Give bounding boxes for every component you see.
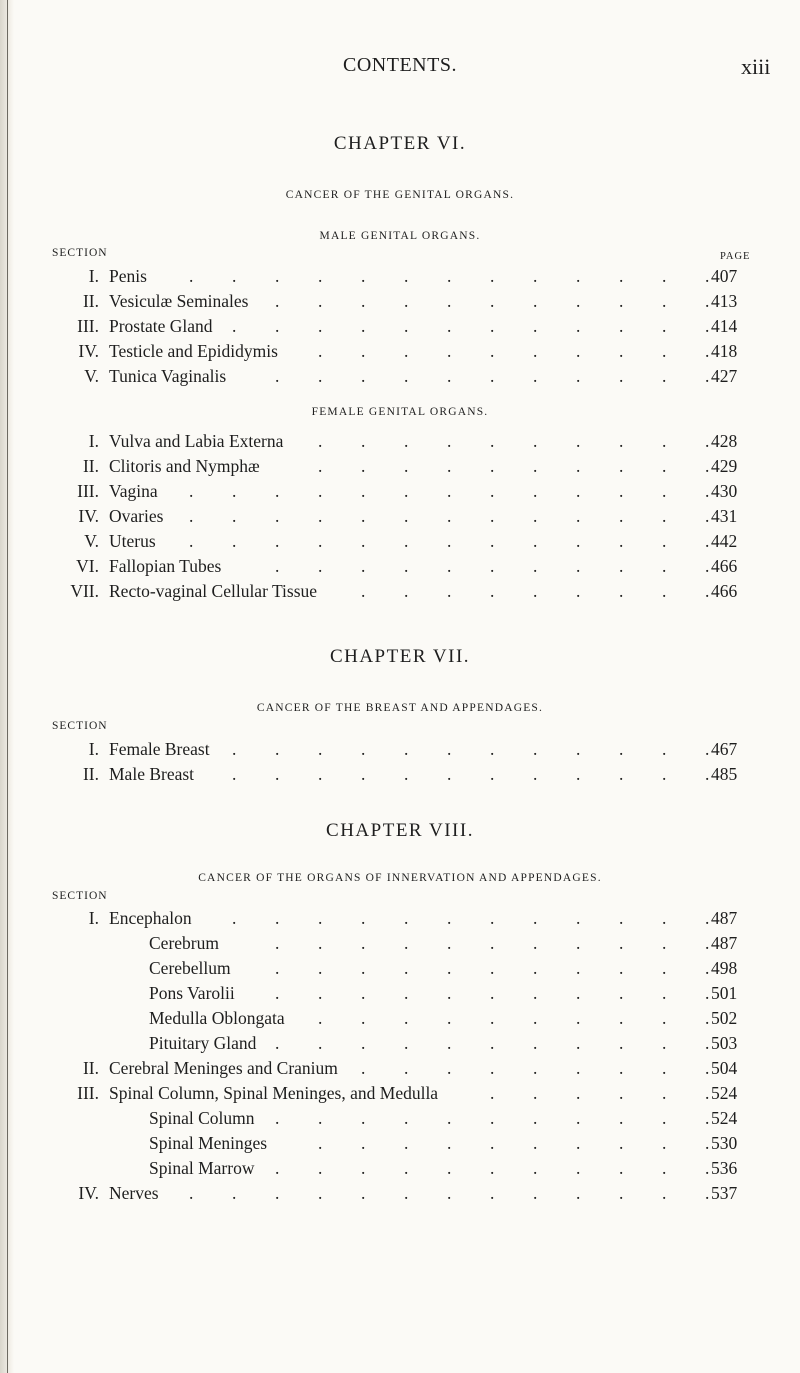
toc-entry: III. Spinal Column, Spinal Meninges, and Medulla 524 . . . . . . <box>0 1081 800 1105</box>
toc-entry: I. Encephalon 487 . . . . . . . . . . . . <box>0 906 800 930</box>
leader-dots: . . . . . . . . . . <box>318 341 710 361</box>
toc-entry: III. Vagina 430 . . . . . . . . . . . . . <box>0 479 800 503</box>
leader-dots: . . . . . . <box>490 1083 710 1103</box>
toc-entry: I. Penis 407 . . . . . . . . . . . . . <box>0 264 800 288</box>
leader-dots: . . . . . . . . . . . <box>275 958 710 978</box>
toc-entry: Medulla Oblongata 502 . . . . . . . . . . <box>0 1006 800 1030</box>
toc-entry: IV. Nerves 537 . . . . . . . . . . . . . <box>0 1181 800 1205</box>
chapter-subtitle: CANCER OF THE ORGANS OF INNERVATION AND APPENDAGES. <box>198 872 602 884</box>
toc-entry: V. Tunica Vaginalis 427 . . . . . . . . . . . <box>0 364 800 388</box>
toc-entry: Cerebrum 487 . . . . . . . . . . . <box>0 931 800 955</box>
toc-entry: VI. Fallopian Tubes 466 . . . . . . . . . . . <box>0 554 800 578</box>
leader-dots: . . . . . . . . . . . <box>275 1158 710 1178</box>
chapter-heading: CHAPTER VI. <box>333 133 467 154</box>
chapter-heading: CHAPTER VIII. <box>326 820 474 841</box>
toc-entry: II. Clitoris and Nymphæ 429 . . . . . . . . . . <box>0 454 800 478</box>
section-label: SECTION <box>52 890 108 902</box>
toc-entry: I. Vulva and Labia Externa 428 . . . . . . . . . . <box>0 429 800 453</box>
leader-dots: . . . . . . . . . . . <box>275 366 710 386</box>
leader-dots: . . . . . . . . . . . <box>275 556 710 576</box>
toc-entry: Pituitary Gland 503 . . . . . . . . . . . <box>0 1031 800 1055</box>
leader-dots: . . . . . . . . . . . . . <box>189 266 710 286</box>
chapter-heading: CHAPTER VII. <box>329 646 471 667</box>
leader-dots: . . . . . . . . . . . . . <box>189 506 710 526</box>
leader-dots: . . . . . . . . . . . . . <box>189 531 710 551</box>
leader-dots: . . . . . . . . . <box>361 581 710 601</box>
leader-dots: . . . . . . . . . . . . . <box>189 481 710 501</box>
chapter-subtitle: CANCER OF THE GENITAL ORGANS. <box>285 189 515 201</box>
leader-dots: . . . . . . . . . . . <box>275 1033 710 1053</box>
page-label: PAGE <box>720 251 751 262</box>
leader-dots: . . . . . . . . . . . . <box>232 739 710 759</box>
leader-dots: . . . . . . . . . . . <box>275 1108 710 1128</box>
toc-entry: IV. Ovaries 431 . . . . . . . . . . . . . <box>0 504 800 528</box>
leader-dots: . . . . . . . . . . . . . <box>189 1183 710 1203</box>
leader-dots: . . . . . . . . . . . . <box>232 908 710 928</box>
page-number: xiii <box>741 54 771 79</box>
leader-dots: . . . . . . . . . . <box>318 1133 710 1153</box>
group-title: FEMALE GENITAL ORGANS. <box>311 406 489 418</box>
group-title: MALE GENITAL ORGANS. <box>319 230 481 242</box>
toc-entry: III. Prostate Gland 414 . . . . . . . . . . . . <box>0 314 800 338</box>
leader-dots: . . . . . . . . . . . <box>275 933 710 953</box>
toc-entry: I. Female Breast 467 . . . . . . . . . . . . <box>0 737 800 761</box>
toc-entry: Spinal Marrow 536 . . . . . . . . . . . <box>0 1156 800 1180</box>
toc-entry: VII. Recto-vaginal Cellular Tissue 466 . . . . . . . . . <box>0 579 800 603</box>
section-label: SECTION <box>52 247 108 259</box>
toc-entry: II. Male Breast 485 . . . . . . . . . . . . <box>0 762 800 786</box>
leader-dots: . . . . . . . . . . . <box>275 983 710 1003</box>
toc-entry: IV. Testicle and Epididymis 418 . . . . . . . . . . <box>0 339 800 363</box>
section-label: SECTION <box>52 720 108 732</box>
leader-dots: . . . . . . . . . . <box>318 431 710 451</box>
page-header <box>0 54 800 84</box>
toc-entry: V. Uterus 442 . . . . . . . . . . . . . <box>0 529 800 553</box>
leader-dots: . . . . . . . . . . . <box>275 291 710 311</box>
toc-entry: Spinal Column 524 . . . . . . . . . . . <box>0 1106 800 1130</box>
running-title: CONTENTS. <box>343 54 457 76</box>
leader-dots: . . . . . . . . . <box>361 1058 710 1078</box>
toc-entry: II. Cerebral Meninges and Cranium 504 . . . . . . . . . <box>0 1056 800 1080</box>
chapter-subtitle: CANCER OF THE BREAST AND APPENDAGES. <box>256 702 544 714</box>
leader-dots: . . . . . . . . . . <box>318 1008 710 1028</box>
leader-dots: . . . . . . . . . . . . <box>232 316 710 336</box>
toc-entry: Pons Varolii 501 . . . . . . . . . . . <box>0 981 800 1005</box>
toc-entry: II. Vesiculæ Seminales 413 . . . . . . . . . . . <box>0 289 800 313</box>
leader-dots: . . . . . . . . . . . . <box>232 764 710 784</box>
toc-entry: Cerebellum 498 . . . . . . . . . . . <box>0 956 800 980</box>
toc-entry: Spinal Meninges 530 . . . . . . . . . . <box>0 1131 800 1155</box>
leader-dots: . . . . . . . . . . <box>318 456 710 476</box>
